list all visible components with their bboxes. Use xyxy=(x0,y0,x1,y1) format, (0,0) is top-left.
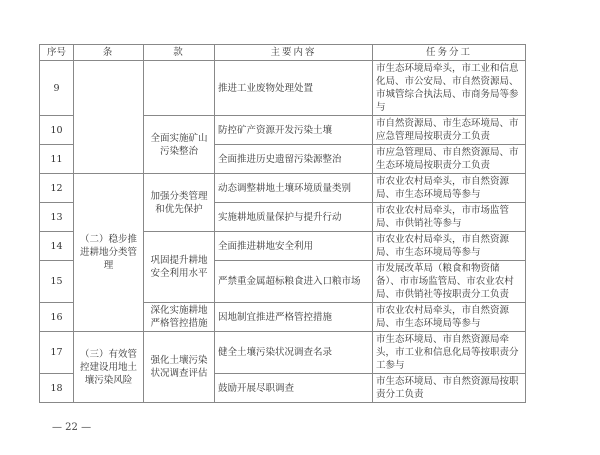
row-no: 14 xyxy=(40,232,74,261)
header-kuan: 款 xyxy=(144,45,215,61)
table-header xyxy=(40,45,526,61)
kuan-cell: 强化土壤污染状况调查评估 xyxy=(144,332,215,403)
kuan-cell: 巩固提升耕地安全利用水平 xyxy=(144,232,215,303)
row-duty: 市农业农村局牵头，市市场监管局、市供销社等参与 xyxy=(373,203,526,232)
row-no: 9 xyxy=(40,61,74,116)
row-no: 11 xyxy=(40,145,74,174)
row-no: 18 xyxy=(40,374,74,403)
tiao-cell: （三）有效管控建设用地土壤污染风险 xyxy=(74,332,144,403)
row-duty: 市发展改革局（粮食和物资储备）、市市场监管局、市农业农村局、市供销社等按职责分工负责 xyxy=(373,261,526,303)
row-content: 因地制宜推进严格管控措施 xyxy=(215,303,373,332)
row-duty: 市农业农村局牵头，市自然资源局、市生态环境局等参与 xyxy=(373,174,526,203)
row-no: 16 xyxy=(40,303,74,332)
row-content: 健全土壤污染状况调查名录 xyxy=(215,332,373,374)
row-duty: 市应急管理局、市自然资源局、市生态环境局按职责分工负责 xyxy=(373,145,526,174)
kuan-cell xyxy=(144,61,215,116)
row-content: 全面推进历史遗留污染源整治 xyxy=(215,145,373,174)
row-no: 12 xyxy=(40,174,74,203)
row-duty: 市农业农村局牵头，市自然资源局、市生态环境局等参与 xyxy=(373,303,526,332)
row-content: 全面推进耕地安全利用 xyxy=(215,232,373,261)
table-row xyxy=(40,332,526,374)
table-row xyxy=(40,61,526,116)
row-content: 推进工业废物处理处置 xyxy=(215,61,373,116)
row-no: 13 xyxy=(40,203,74,232)
kuan-cell: 全面实施矿山污染整治 xyxy=(144,116,215,174)
row-content: 防控矿产资源开发污染土壤 xyxy=(215,116,373,145)
tiao-cell: （二）稳步推进耕地分类管理 xyxy=(74,174,144,332)
task-table xyxy=(39,44,526,403)
page-number: — 22 — xyxy=(52,422,92,433)
row-no: 17 xyxy=(40,332,74,374)
row-duty: 市农业农村局牵头，市自然资源局、市生态环境局等参与 xyxy=(373,232,526,261)
kuan-cell: 深化实施耕地严格管控措施 xyxy=(144,303,215,332)
row-content: 动态调整耕地土壤环境质量类别 xyxy=(215,174,373,203)
row-no: 10 xyxy=(40,116,74,145)
kuan-cell: 加强分类管理和优先保护 xyxy=(144,174,215,232)
row-duty: 市生态环境局、市自然资源局牵头，市工业和信息化局等按职责分工参与 xyxy=(373,332,526,374)
header-tiao: 条 xyxy=(74,45,144,61)
row-content: 严禁重金属超标粮食进入口粮市场 xyxy=(215,261,373,303)
header-duty: 任务分工 xyxy=(373,45,526,61)
header-content: 主要内容 xyxy=(215,45,373,61)
row-no: 15 xyxy=(40,261,74,303)
header-no: 序号 xyxy=(40,45,74,61)
table-row xyxy=(40,174,526,203)
row-content: 鼓励开展尽职调查 xyxy=(215,374,373,403)
row-duty: 市生态环境局、市自然资源局按职责分工负责 xyxy=(373,374,526,403)
row-content: 实施耕地质量保护与提升行动 xyxy=(215,203,373,232)
tiao-cell xyxy=(74,61,144,174)
row-duty: 市自然资源局、市生态环境局、市应急管理局按职责分工负责 xyxy=(373,116,526,145)
row-duty: 市生态环境局牵头，市工业和信息化局、市公安局、市自然资源局、市城管综合执法局、市商务局等参与 xyxy=(373,61,526,116)
